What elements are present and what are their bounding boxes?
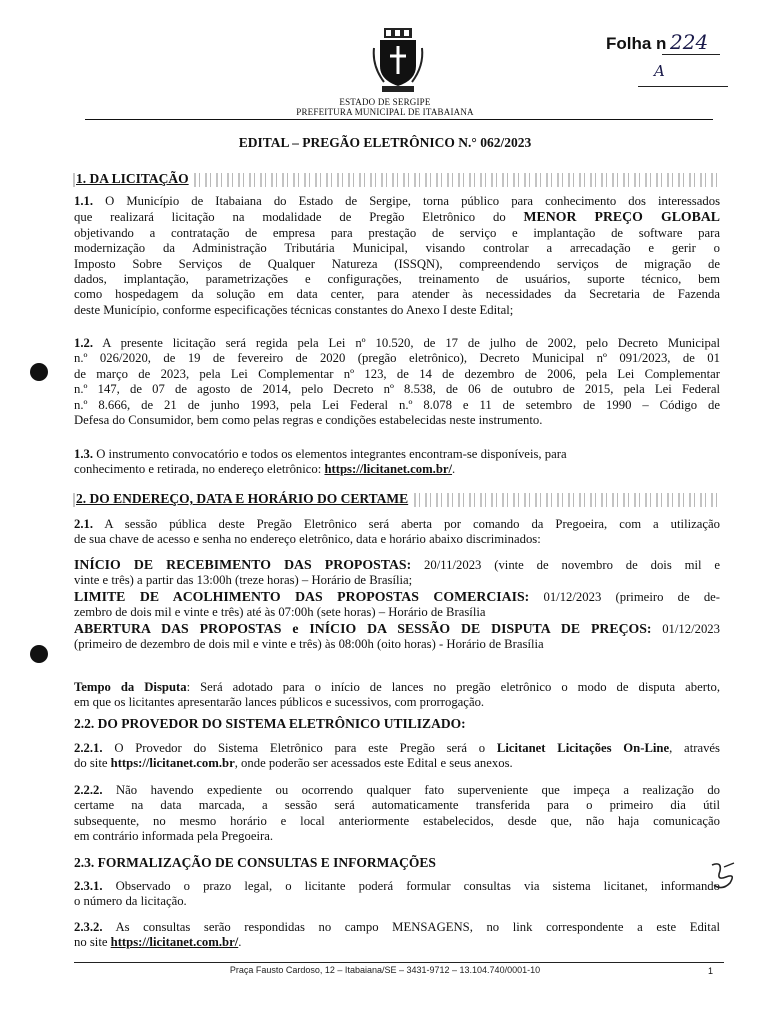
text-line: subsequente, no mesmo horário e local anteriormente estabelecidos, desde que, não haja comunicação xyxy=(74,813,720,828)
paragraph-number: 2.2.1. xyxy=(74,741,103,755)
text-line: de março de 2023, pela Lei Complementar nº 123, de 14 de dezembro de 2006, pela Lei Complementar xyxy=(74,366,720,381)
text-line: O instrumento convocatório e todos os elementos integrantes encontram-se disponíveis, para xyxy=(96,447,567,461)
text-line: o número da licitação. xyxy=(74,894,187,909)
paragraph-number: 1.2. xyxy=(74,336,94,350)
rubric-signature-icon xyxy=(704,861,740,891)
text-line: n.º 147, de 07 de agosto de 2014, pelo Decreto nº 8.538, de 06 de outubro de 2015, pela Lei Federal xyxy=(74,382,720,397)
paragraph-2-2-2 xyxy=(74,783,720,845)
section-1-bar xyxy=(73,171,721,189)
emphasis-text: MENOR PREÇO GLOBAL xyxy=(523,209,720,225)
stamp-label: Folha n xyxy=(606,34,667,53)
text-line: como hospedagem da solução em data center, para atender às necessidades da Secretaria de Fazenda xyxy=(74,287,720,302)
document-title: EDITAL – PREGÃO ELETRÔNICO N.° 062/2023 xyxy=(238,135,532,150)
page-stamp xyxy=(606,30,726,90)
text-line: conhecimento e retirada, no endereço eletrônico: xyxy=(74,462,322,477)
schedule-value: 01/12/2023 (primeiro de de- xyxy=(543,589,721,604)
text-line: Observado o prazo legal, o licitante poderá formular consultas via sistema licitanet, informando xyxy=(115,879,720,893)
stamp-initials: A xyxy=(654,62,665,80)
paragraph-number: 2.3.1. xyxy=(74,879,103,893)
paragraph-1-2 xyxy=(74,336,720,428)
licitanet-link[interactable]: https://licitanet.com.br/ xyxy=(324,462,453,477)
footer-address: Praça Fausto Cardoso, 12 – Itabaiana/SE – 3431-9712 – 13.104.740/0001-10 xyxy=(229,965,541,975)
schedule-value: (primeiro de dezembro de dois mil e vinte e três) às 08:00h (oito horas) - Horário de Brasília xyxy=(74,637,544,652)
paragraph-1-1 xyxy=(74,194,720,318)
paragraph-2-3-1 xyxy=(74,879,720,910)
punch-hole xyxy=(30,645,48,663)
section-1-heading: 1. DA LICITAÇÃO xyxy=(76,171,193,187)
punctuation: . xyxy=(452,462,456,477)
provider-site[interactable]: https://licitanet.com.br xyxy=(110,756,235,771)
header-prefecture: PREFEITURA MUNICIPAL DE ITABAIANA xyxy=(296,107,474,117)
text-line: deste Município, conforme especificações técnicas constantes do Anexo I deste Edital; xyxy=(74,302,514,317)
schedule-value: 01/12/2023 xyxy=(662,621,720,636)
subsection-2-3-heading: 2.3. FORMALIZAÇÃO DE CONSULTAS E INFORMAÇÕES xyxy=(74,855,436,870)
text-line: Não havendo expediente ou ocorrendo qualquer fato superveniente que impeça a realização do xyxy=(116,783,721,797)
punch-hole xyxy=(30,363,48,381)
header-state: ESTADO DE SERGIPE xyxy=(339,97,431,107)
schedule-block xyxy=(74,557,720,652)
text-line: em que os licitantes apresentarão lances públicos e sucessivos, com prorrogação. xyxy=(74,695,485,710)
stamp-underline xyxy=(662,54,720,55)
paragraph-2-3-2 xyxy=(74,920,720,951)
text-line: O Município de Itabaiana do Estado de Sergipe, torna público para conhecimento dos interessados xyxy=(105,194,721,208)
text-line: A sessão pública deste Pregão Eletrônico será aberta por comando da Pregoeira, com a utilização xyxy=(104,517,720,531)
tempo-label: Tempo da Disputa xyxy=(74,680,187,694)
stamp-number: 224 xyxy=(670,30,709,54)
paragraph-2-2-1 xyxy=(74,741,720,772)
text-line: do site xyxy=(74,756,108,771)
punctuation: . xyxy=(238,935,242,950)
text-line: dados, implantação, parametrizações e configurações, treinamento de usuários, suporte técnico, bem xyxy=(74,272,720,287)
stamp-underline-2 xyxy=(638,86,728,87)
paragraph-1-3 xyxy=(74,447,720,478)
text-line: n.º 8.666, de 21 de junho 1993, pela Lei Federal n.º 8.078 e 11 de setembro de 1990 – Código de xyxy=(74,397,720,412)
schedule-label: INÍCIO DE RECEBIMENTO DAS PROPOSTAS: xyxy=(74,557,412,572)
provider-name: Licitanet Licitações On-Line xyxy=(496,741,670,755)
text-line: objetivando a contratação de empresa para prestação de serviço e implantação de software para xyxy=(74,225,720,240)
header-divider xyxy=(85,119,713,120)
municipal-crest-icon xyxy=(370,26,426,96)
text-line: modernização da Administração Tributária Municipal, visando controlar a arrecadação e gerir o xyxy=(74,241,720,256)
schedule-label: ABERTURA DAS PROPOSTAS e INÍCIO DA SESSÃO DE DISPUTA DE PREÇOS: xyxy=(74,620,652,636)
text-line: no site xyxy=(74,935,108,950)
subsection-2-2-heading: 2.2. DO PROVEDOR DO SISTEMA ELETRÔNICO UTILIZADO: xyxy=(74,716,466,731)
paragraph-number: 2.2.2. xyxy=(74,783,103,797)
paragraph-number: 2.1. xyxy=(74,517,94,531)
text-line: : Será adotado para o início de lances no pregão eletrônico o modo de disputa aberto, xyxy=(186,680,720,694)
text-line: A presente licitação será regida pela Lei nº 10.520, de 17 de julho de 2002, pelo Decreto Municipal xyxy=(102,336,720,350)
text-line: Imposto Sobre Serviços de Qualquer Natureza (ISSQN), compreendendo serviços de migração de xyxy=(74,256,720,271)
text-line: que realizará licitação na modalidade de Pregão Eletrônico do xyxy=(74,210,506,225)
schedule-value: vinte e três) a partir das 13:00h (treze horas) – Horário de Brasília; xyxy=(74,573,413,588)
paragraph-2-1 xyxy=(74,517,720,548)
text-line: As consultas serão respondidas no campo MENSAGENS, no link correspondente a este Edital xyxy=(115,920,720,934)
schedule-value: 20/11/2023 (vinte de novembro de dois mil e xyxy=(424,558,720,572)
paragraph-number: 1.1. xyxy=(74,194,94,208)
paragraph-tempo-disputa xyxy=(74,680,720,711)
text-line: certame na data marcada, a sessão será automaticamente transferida para o primeiro dia útil xyxy=(74,798,720,813)
text-line: de sua chave de acesso e senha no endereço eletrônico, data e horário abaixo discriminados: xyxy=(74,532,541,547)
text-line: n.º 026/2020, de 19 de fevereiro de 2020 (pregão eletrônico), Decreto Municipal nº 091/2023, de 01 xyxy=(74,351,720,366)
text-line: , através xyxy=(669,741,720,755)
section-2-heading: 2. DO ENDEREÇO, DATA E HORÁRIO DO CERTAME xyxy=(76,491,412,507)
schedule-label: LIMITE DE ACOLHIMENTO DAS PROPOSTAS COMERCIAIS: xyxy=(74,588,530,604)
section-2-bar xyxy=(73,491,721,509)
paragraph-number: 2.3.2. xyxy=(74,920,103,934)
footer-divider xyxy=(74,962,724,963)
text-line: O Provedor do Sistema Eletrônico para este Pregão será o xyxy=(114,741,486,755)
licitanet-link[interactable]: https://licitanet.com.br/ xyxy=(110,935,239,950)
text-line: em contrário informada pela Pregoeira. xyxy=(74,829,274,844)
paragraph-number: 1.3. xyxy=(74,447,94,461)
text-line: , onde poderão ser acessados este Edital e seus anexos. xyxy=(234,756,513,771)
page-number: 1 xyxy=(708,966,714,976)
text-line: Defesa do Consumidor, bem como pelas regras e condições estabelecidas neste instrumento. xyxy=(74,413,543,428)
schedule-value: zembro de dois mil e vinte e três) até às 07:00h (sete horas) – Horário de Brasília xyxy=(74,605,486,620)
